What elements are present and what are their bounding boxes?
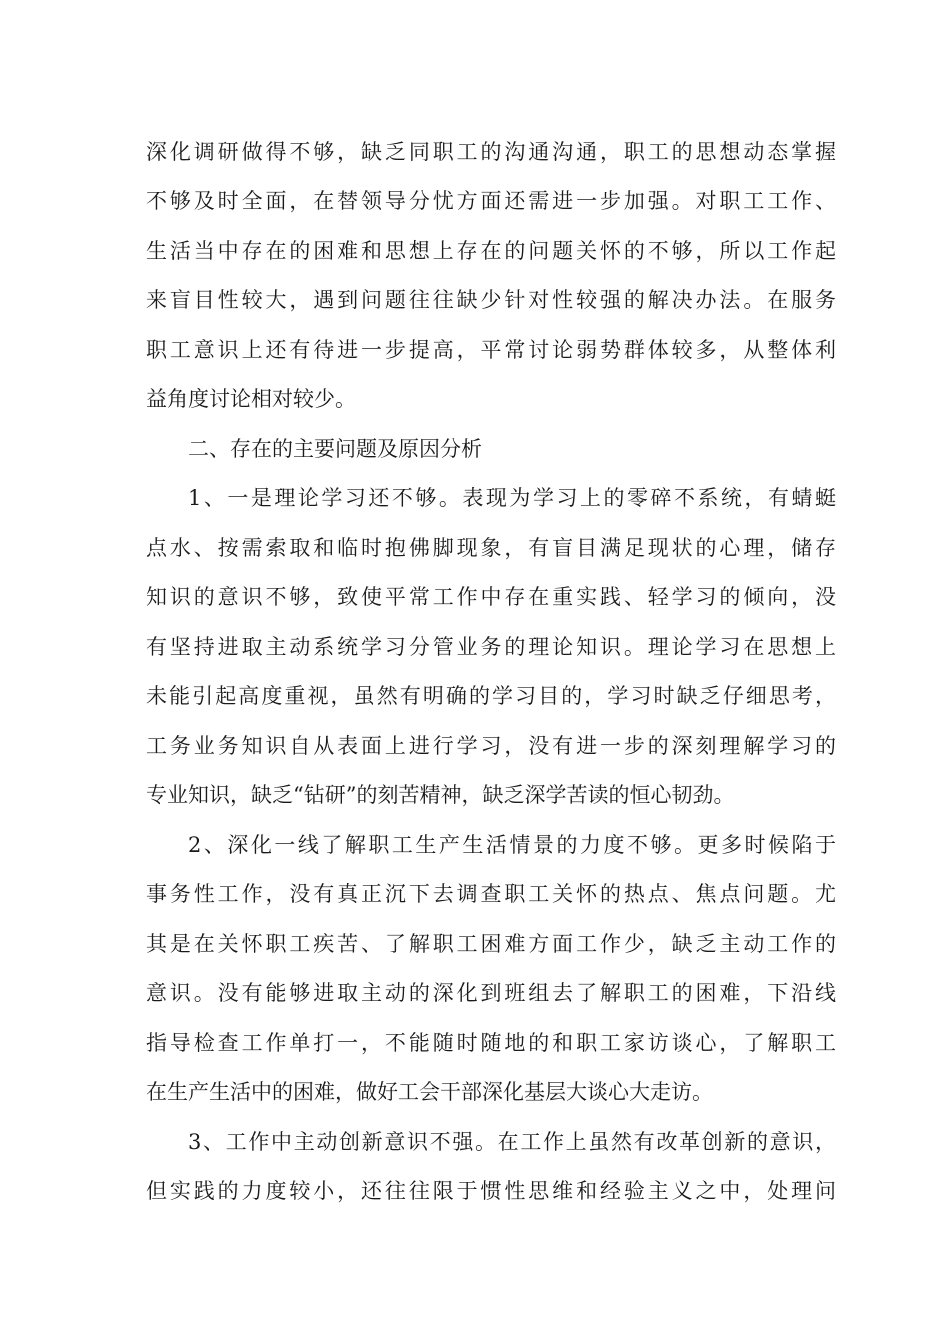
text-line: 职工意识上还有待进一步提高，平常讨论弱势群体较多，从整体利 [146,338,836,362]
text-line: 专业知识，缺乏“钻研”的刻苦精神，缺乏深学苦读的恒心韧劲。 [146,783,735,807]
text-line: 知识的意识不够，致使平常工作中存在重实践、轻学习的倾向，没 [146,585,836,609]
text-line: 深化调研做得不够，缺乏同职工的沟通沟通，职工的思想动态掌握 [146,140,836,164]
text-line: 事务性工作，没有真正沉下去调查职工关怀的热点、焦点问题。尤 [146,882,836,906]
text-line: 3、工作中主动创新意识不强。在工作上虽然有改革创新的意识， [188,1130,836,1154]
text-line: 生活当中存在的困难和思想上存在的问题关怀的不够，所以工作起 [146,239,836,263]
text-line: 1、一是理论学习还不够。表现为学习上的零碎不系统，有蜻蜓 [188,486,836,510]
text-line: 来盲目性较大，遇到问题往往缺少针对性较强的解决办法。在服务 [146,288,836,312]
text-line: 不够及时全面，在替领导分忧方面还需进一步加强。对职工工作、 [146,189,836,213]
text-line: 益角度讨论相对较少。 [146,387,356,411]
text-line: 其是在关怀职工疾苦、了解职工困难方面工作少，缺乏主动工作的 [146,932,836,956]
text-line: 2、深化一线了解职工生产生活情景的力度不够。更多时候陷于 [188,833,836,857]
text-line: 意识。没有能够进取主动的深化到班组去了解职工的困难，下沿线 [146,981,836,1005]
section-heading: 二、存在的主要问题及原因分析 [188,437,482,461]
text-line: 在生产生活中的困难，做好工会干部深化基层大谈心大走访。 [146,1080,713,1104]
text-line: 未能引起高度重视，虽然有明确的学习目的，学习时缺乏仔细思考， [146,684,836,708]
text-line: 有坚持进取主动系统学习分管业务的理论知识。理论学习在思想上 [146,635,836,659]
text-line: 点水、按需索取和临时抱佛脚现象，有盲目满足现状的心理，储存 [146,536,836,560]
text-line: 指导检查工作单打一，不能随时随地的和职工家访谈心，了解职工 [146,1031,836,1055]
text-line: 工务业务知识自从表面上进行学习，没有进一步的深刻理解学习的 [146,734,836,758]
text-line: 但实践的力度较小，还往往限于惯性思维和经验主义之中，处理问 [146,1179,836,1203]
